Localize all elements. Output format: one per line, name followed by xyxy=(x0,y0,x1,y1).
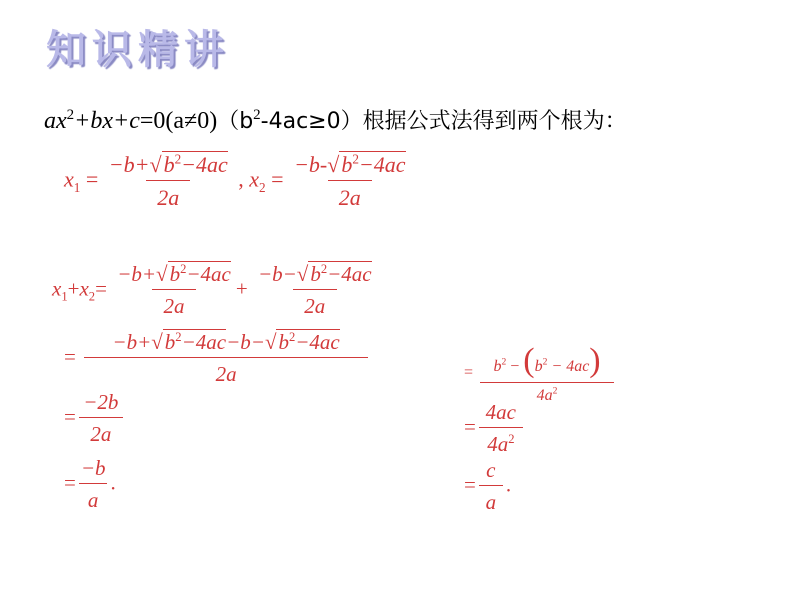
sf5-num: −b xyxy=(80,456,106,480)
pf1-rparen: ) xyxy=(589,342,601,379)
sl4-eq: = xyxy=(64,470,76,495)
pf1-lparen: ( xyxy=(523,342,535,379)
x1-sub: 1 xyxy=(73,179,81,195)
intro-equation xyxy=(44,104,627,135)
sum-line-4 xyxy=(64,456,116,513)
sum-frac-4 xyxy=(79,390,123,447)
sf2-exp: 2 xyxy=(320,262,328,276)
sf1-den: 2a xyxy=(152,289,196,319)
x2-num-prefix: −b- xyxy=(294,152,328,177)
radicand-exp-2: 2 xyxy=(352,151,359,167)
product-line-3 xyxy=(464,458,511,515)
sf4-num: −2b xyxy=(83,390,119,414)
sum-eq: = xyxy=(95,276,107,301)
sf3-den: 2a xyxy=(84,357,368,387)
radicand-b: b xyxy=(163,152,175,177)
sum-frac-5 xyxy=(79,456,108,513)
sf3-mid: −b− xyxy=(226,330,265,354)
pf1-rest: − 4ac xyxy=(551,358,590,375)
sf3-b2: b xyxy=(278,330,289,354)
sf2-b: b xyxy=(310,262,321,286)
sf1-prefix: −b+ xyxy=(117,262,157,286)
sum-line-1 xyxy=(52,262,377,319)
sf2-rest: −4ac xyxy=(327,262,372,286)
x2-symbol: x xyxy=(249,166,260,192)
intro-bxc: +bx+c xyxy=(74,108,140,134)
sl3-eq: = xyxy=(64,404,76,429)
intro-eq: =0(a≠0) xyxy=(139,108,218,134)
radicand-rest: −4ac xyxy=(181,152,228,177)
x2-fraction: $\frac{-b-√b^2-4ac}{2a}$ xyxy=(294,151,406,210)
intro-cond-text: -4ac≥0）根据公式法得到两个根为： xyxy=(260,109,627,134)
sf3-b: b xyxy=(164,330,176,354)
pl1-eq: = xyxy=(464,364,474,382)
sf3-exp: 2 xyxy=(175,330,182,344)
sum-x1: x xyxy=(52,276,62,301)
radicand-exp: 2 xyxy=(174,151,182,167)
sf1-b: b xyxy=(169,262,181,286)
x1-den: 2a xyxy=(146,180,190,211)
product-line-1 xyxy=(464,342,617,405)
radicand-rest-2: −4ac xyxy=(358,152,406,177)
pf1-b2: b xyxy=(534,358,543,375)
pl2-eq: = xyxy=(464,414,476,439)
sum-frac-2: $\frac{-b-√b^2-4ac}{2a}$ xyxy=(257,262,372,318)
intro-square: 2 xyxy=(66,107,75,123)
prod-frac-3 xyxy=(479,458,503,515)
x1-symbol: x xyxy=(64,166,74,192)
sf3-rest: −4ac xyxy=(181,330,227,354)
pf2-exp: 2 xyxy=(508,432,515,446)
page-title: 知识精讲 xyxy=(46,27,230,73)
equals-2: = xyxy=(271,166,284,192)
product-line-2 xyxy=(464,400,526,457)
pl3-period: . xyxy=(505,472,512,497)
sl2-eq: = xyxy=(64,344,76,369)
sf3-prefix: −b+ xyxy=(112,330,152,354)
radicand-b-2: b xyxy=(341,152,353,177)
pf1-den: 4a xyxy=(536,387,553,404)
sf1-rest: −4ac xyxy=(186,262,231,286)
sf3-rest2: −4ac xyxy=(295,330,340,354)
pf1-b: b xyxy=(493,358,502,375)
sl4-period: . xyxy=(110,470,116,495)
sum-x2: x xyxy=(79,276,89,301)
sf2-den: 2a xyxy=(293,289,337,319)
pf2-den: 4a xyxy=(487,432,509,456)
comma: , xyxy=(238,166,244,192)
pf1-den-exp: 2 xyxy=(552,385,558,397)
prod-frac-2 xyxy=(479,400,523,457)
pf1-exp: 2 xyxy=(501,356,507,368)
pf3-den: a xyxy=(479,485,503,515)
sum-plus-2: + xyxy=(235,276,248,301)
pl3-eq: = xyxy=(464,472,476,497)
sum-line-2 xyxy=(64,330,371,387)
pf3-num: c xyxy=(486,458,496,482)
sum-line-3 xyxy=(64,390,126,447)
prod-frac-1 xyxy=(480,342,614,405)
sum-frac-1: $\frac{-b+√b^2-4ac}{2a}$ xyxy=(117,262,231,318)
sf2-prefix: −b− xyxy=(257,262,297,286)
intro-cond-open: （b xyxy=(217,109,254,134)
pf2-num: 4ac xyxy=(485,400,516,424)
intro-ax: ax xyxy=(44,108,67,134)
sf3-exp2: 2 xyxy=(288,330,296,344)
x1-fraction: $\frac{-b+√b^2-4ac}{2a}$ xyxy=(108,151,228,210)
intro-cond-square: 2 xyxy=(253,107,261,123)
sum-x2-sub: 2 xyxy=(88,289,96,304)
x1-num-prefix: −b+ xyxy=(108,152,150,177)
x2-sub: 2 xyxy=(259,179,266,195)
equals: = xyxy=(85,166,99,192)
sum-plus: + xyxy=(67,276,80,301)
sf5-den: a xyxy=(79,483,107,513)
x2-den: 2a xyxy=(328,180,372,211)
sf4-den: 2a xyxy=(79,417,123,447)
pf1-exp2: 2 xyxy=(542,356,548,368)
sf1-exp: 2 xyxy=(180,262,187,276)
root-formula xyxy=(64,152,411,211)
sum-frac-3: $\frac{-b+√b^2-4ac-b-√b^2-4ac}{2a}$ xyxy=(84,330,368,387)
pf1-minus: − xyxy=(510,358,520,375)
sum-x1-sub: 1 xyxy=(61,289,68,304)
